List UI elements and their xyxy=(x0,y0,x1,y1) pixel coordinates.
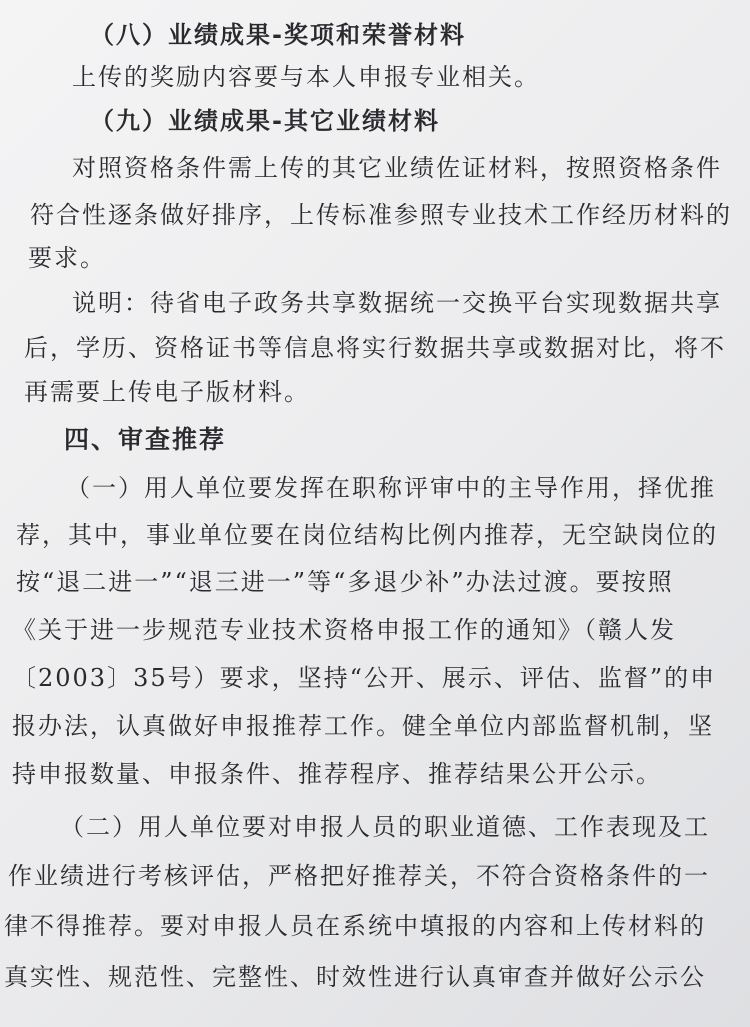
note-line-1: 说明：待省电子政务共享数据统一交换平台实现数据共享 xyxy=(72,289,722,317)
section9-heading: （九）业绩成果-其它业绩材料 xyxy=(90,107,440,135)
p2-line-1: （二）用人单位要对申报人员的职业道德、工作表现及工 xyxy=(60,813,710,841)
note-line-2: 后，学历、资格证书等信息将实行数据共享或数据对比，将不 xyxy=(24,334,726,362)
section8-heading: （八）业绩成果-奖项和荣誉材料 xyxy=(90,21,466,49)
section8-text: 上传的奖励内容要与本人申报专业相关。 xyxy=(72,63,540,91)
part4-heading: 四、审查推荐 xyxy=(64,425,227,454)
p1-line-5: 〔2003〕35号）要求，坚持“公开、展示、评估、监督”的申 xyxy=(12,664,717,692)
p2-line-3: 律不得推荐。要对申报人员在系统中填报的内容和上传材料的 xyxy=(4,912,706,940)
p1-line-3: 按“退二进一”“退三进一”等“多退少补”办法过渡。要按照 xyxy=(16,568,674,596)
p1-line-1: （一）用人单位要发挥在职称评审中的主导作用，择优推 xyxy=(66,474,716,502)
section9-line-1: 对照资格条件需上传的其它业绩佐证材料，按照资格条件 xyxy=(72,154,722,182)
p2-line-4: 真实性、规范性、完整性、时效性进行认真审查并做好公示公 xyxy=(4,963,706,991)
p1-line-7: 持申报数量、申报条件、推荐程序、推荐结果公开公示。 xyxy=(12,760,662,788)
p2-line-2: 作业绩进行考核评估，严格把好推荐关，不符合资格条件的一 xyxy=(8,862,710,890)
section9-line-3: 要求。 xyxy=(28,244,106,272)
p1-line-2: 荐，其中，事业单位要在岗位结构比例内推荐，无空缺岗位的 xyxy=(16,521,718,549)
note-line-3: 再需要上传电子版材料。 xyxy=(24,378,310,406)
p1-line-6: 报办法，认真做好申报推荐工作。健全单位内部监督机制，坚 xyxy=(12,712,714,740)
section9-line-2: 符合性逐条做好排序，上传标准参照专业技术工作经历材料的 xyxy=(30,201,732,229)
p1-line-4: 《关于进一步规范专业技术资格申报工作的通知》（赣人发 xyxy=(12,616,676,644)
